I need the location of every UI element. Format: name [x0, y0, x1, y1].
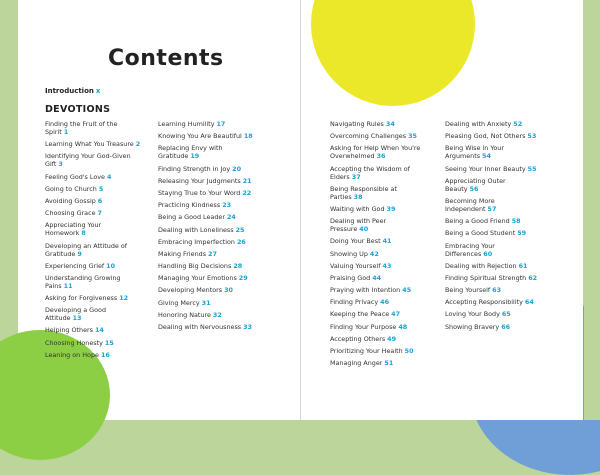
toc-entry-title: Honoring Nature — [158, 310, 211, 319]
toc-entry-title: Helping Others — [45, 326, 93, 335]
toc-entry-title: Being a Good Friend — [445, 217, 510, 226]
toc-entry-title: Experiencing Grief — [45, 261, 105, 270]
section-heading: DEVOTIONS — [45, 104, 111, 115]
toc-entry-page: 37 — [351, 172, 361, 181]
toc-entry-page: 35 — [408, 132, 417, 141]
toc-entry-page: 4 — [107, 172, 112, 181]
toc-entry-page: 50 — [404, 347, 414, 355]
toc-entry-title: Avoiding Gossip — [45, 196, 96, 205]
toc-entry-title: Practicing Kindness — [158, 201, 221, 210]
toc-entry[interactable] — [445, 217, 541, 225]
toc-entry-title: Accepting Responsibility — [445, 298, 523, 307]
toc-entry[interactable] — [45, 209, 141, 217]
toc-entry-title: Finding the Fruit of the Spirit — [45, 120, 118, 136]
toc-entry-title: Dealing with Rejection — [445, 261, 517, 270]
toc-entry-page: 16 — [100, 350, 110, 359]
toc-entry[interactable] — [330, 250, 426, 258]
toc-entry-title: Learning What You Treasure — [45, 140, 134, 149]
toc-entry-page: 34 — [385, 120, 395, 128]
toc-entry-page: 33 — [243, 323, 253, 331]
toc-entry[interactable] — [330, 185, 426, 201]
toc-entry[interactable] — [45, 221, 141, 237]
toc-entry-page: 44 — [372, 273, 382, 282]
toc-entry-title: Showing Bravery — [445, 322, 500, 331]
toc-entry[interactable] — [158, 226, 254, 234]
toc-entry-page: 24 — [226, 213, 236, 222]
toc-entry[interactable] — [445, 197, 541, 213]
toc-entry-title: Finding Strength in Joy — [158, 164, 231, 173]
toc-column-4 — [445, 120, 541, 335]
toc-entry-title: Being a Good Leader — [158, 213, 225, 222]
toc-entry[interactable] — [445, 120, 541, 128]
toc-entry-title: Appreciating Your Homework — [45, 221, 102, 238]
toc-entry-title: Being Responsible at Parties — [330, 184, 397, 201]
toc-entry-page: 49 — [387, 334, 397, 343]
toc-entry-page: 31 — [201, 298, 211, 307]
toc-entry[interactable] — [330, 165, 426, 181]
toc-entry[interactable] — [330, 310, 426, 318]
toc-column-3 — [330, 120, 426, 371]
toc-entry[interactable] — [45, 326, 141, 334]
toc-entry-page: 10 — [106, 261, 116, 270]
toc-entry[interactable] — [330, 144, 426, 160]
toc-entry[interactable] — [445, 165, 541, 173]
toc-entry[interactable] — [45, 306, 141, 322]
toc-entry-title: Dealing with Peer Pressure — [330, 217, 387, 234]
toc-entry[interactable] — [158, 299, 254, 307]
toc-entry[interactable] — [45, 120, 141, 136]
toc-entry-page: 65 — [501, 310, 511, 319]
toc-entry[interactable] — [158, 250, 254, 258]
toc-entry-page: 54 — [482, 152, 491, 161]
toc-entry-title: Developing a Good Attitude — [45, 306, 106, 323]
toc-entry-page: 56 — [469, 184, 479, 193]
introduction-label: Introduction — [45, 87, 94, 95]
introduction-entry[interactable] — [45, 87, 100, 95]
toc-entry-title: Pleasing God, Not Others — [445, 132, 526, 141]
toc-entry-title: Feeling God's Love — [45, 172, 105, 181]
toc-entry-title: Praying with Intention — [330, 286, 401, 295]
toc-entry-title: Going to Church — [45, 184, 97, 193]
toc-entry-page: 53 — [527, 132, 537, 141]
toc-entry[interactable] — [158, 132, 254, 140]
toc-entry-title: Learning Humility — [158, 120, 215, 128]
toc-entry[interactable] — [330, 359, 426, 367]
toc-entry-page: 48 — [398, 322, 408, 331]
toc-entry-title: Accepting Others — [330, 334, 386, 343]
toc-entry-page: 28 — [233, 262, 243, 271]
toc-entry-page: 18 — [243, 132, 253, 141]
toc-entry[interactable] — [330, 205, 426, 213]
toc-entry-page: 61 — [518, 261, 528, 270]
toc-entry-page: 63 — [492, 286, 502, 295]
toc-entry-page: 6 — [97, 196, 103, 205]
toc-entry-title: Being a Good Student — [445, 229, 516, 238]
toc-entry-title: Choosing Grace — [45, 209, 96, 218]
toc-entry-page: 47 — [391, 310, 401, 319]
toc-entry-title: Keeping the Peace — [330, 310, 390, 319]
toc-entry-page: 29 — [238, 274, 248, 283]
toc-entry-page: 21 — [242, 176, 252, 185]
toc-entry[interactable] — [158, 165, 254, 173]
toc-entry-page: 25 — [235, 225, 245, 234]
toc-entry-page: 3 — [58, 160, 63, 169]
toc-entry-title: Dealing with Loneliness — [158, 225, 234, 234]
toc-entry-title: Praising God — [330, 273, 371, 282]
toc-entry-page: 30 — [224, 286, 233, 295]
toc-entry-title: Doing Your Best — [330, 237, 381, 246]
page-title: Contents — [108, 46, 224, 71]
toc-entry[interactable] — [330, 335, 426, 343]
toc-entry[interactable] — [330, 262, 426, 270]
toc-entry[interactable] — [330, 323, 426, 331]
toc-entry-title: Dealing with Anxiety — [445, 120, 512, 128]
toc-entry-title: Finding Spiritual Strength — [445, 273, 527, 282]
toc-entry[interactable] — [45, 152, 141, 168]
toc-entry[interactable] — [330, 274, 426, 282]
toc-entry-page: 5 — [98, 184, 104, 193]
toc-entry-page: 11 — [63, 281, 73, 290]
toc-entry-title: Developing Mentors — [158, 286, 223, 295]
toc-entry-page: 15 — [104, 338, 114, 347]
toc-entry-title: Finding Privacy — [330, 298, 379, 307]
toc-entry-page: 2 — [135, 140, 141, 149]
toc-entry[interactable] — [45, 173, 141, 181]
toc-entry-page: 17 — [216, 120, 226, 128]
toc-entry[interactable] — [158, 201, 254, 209]
toc-entry-page: 64 — [524, 298, 534, 307]
toc-entry-page: 66 — [501, 322, 511, 331]
toc-entry-title: Making Friends — [158, 249, 207, 258]
toc-entry-page: 14 — [94, 326, 104, 335]
toc-entry-title: Embracing Your Differences — [445, 241, 495, 258]
toc-entry-title: Waiting with God — [330, 204, 385, 213]
toc-entry[interactable] — [158, 238, 254, 246]
toc-entry[interactable] — [45, 262, 141, 270]
toc-entry[interactable] — [45, 274, 141, 290]
toc-entry-title: Appreciating Outer Beauty — [445, 176, 506, 193]
toc-entry[interactable] — [445, 286, 541, 294]
toc-entry-title: Navigating Rules — [330, 120, 384, 128]
toc-column-2 — [158, 120, 254, 335]
toc-entry-title: Being Yourself — [445, 286, 491, 295]
toc-entry-page: 46 — [380, 298, 390, 307]
toc-entry-title: Managing Your Emotions — [158, 274, 237, 283]
toc-entry-page: 51 — [384, 359, 394, 368]
toc-entry[interactable] — [158, 213, 254, 221]
toc-entry-page: 62 — [528, 273, 538, 282]
toc-entry-page: 58 — [511, 217, 521, 226]
toc-entry-page: 23 — [222, 201, 232, 210]
toc-entry-title: Showing Up — [330, 249, 368, 258]
toc-entry-page: 26 — [236, 237, 246, 246]
toc-entry-title: Being Wise in Your Arguments — [445, 144, 504, 161]
toc-entry[interactable] — [45, 339, 141, 347]
toc-entry[interactable] — [445, 310, 541, 318]
toc-entry-page: 13 — [72, 314, 82, 323]
toc-entry-page: 7 — [97, 209, 102, 218]
toc-column-1 — [45, 120, 141, 363]
right-margin — [584, 0, 600, 420]
toc-entry-page: 1 — [63, 128, 69, 136]
toc-entry-title: Becoming More Independent — [445, 196, 495, 213]
toc-entry-title: Embracing Imperfection — [158, 237, 235, 246]
toc-entry-title: Handling Big Decisions — [158, 262, 232, 271]
toc-entry[interactable] — [330, 132, 426, 140]
toc-entry-title: Dealing with Nervousness — [158, 323, 242, 331]
toc-entry-page: 39 — [386, 204, 396, 213]
toc-entry-page: 41 — [382, 237, 392, 246]
toc-entry[interactable] — [445, 177, 541, 193]
toc-entry-page: 36 — [376, 152, 386, 161]
toc-entry-title: Giving Mercy — [158, 298, 200, 307]
toc-entry-page: 42 — [369, 249, 379, 258]
toc-entry[interactable] — [158, 144, 254, 160]
toc-entry-page: 52 — [513, 120, 523, 128]
toc-entry[interactable] — [158, 120, 254, 128]
toc-entry[interactable] — [158, 189, 254, 197]
toc-entry[interactable] — [445, 242, 541, 258]
toc-entry[interactable] — [158, 323, 254, 331]
toc-entry[interactable] — [45, 197, 141, 205]
toc-entry[interactable] — [330, 286, 426, 294]
toc-entry-page: 9 — [77, 249, 82, 258]
toc-entry-page: 12 — [119, 294, 129, 303]
toc-entry-page: 43 — [382, 261, 392, 270]
toc-entry[interactable] — [45, 242, 141, 258]
toc-entry[interactable] — [330, 298, 426, 306]
toc-entry[interactable] — [45, 294, 141, 302]
toc-entry-title: Loving Your Body — [445, 310, 500, 319]
toc-entry[interactable] — [445, 323, 541, 331]
toc-entry-page: 32 — [212, 310, 222, 319]
toc-entry-page: 55 — [527, 164, 537, 173]
toc-entry[interactable] — [445, 132, 541, 140]
toc-entry-title: Replacing Envy with Gratitude — [158, 144, 223, 161]
toc-entry-title: Developing an Attitude of Gratitude — [45, 241, 128, 258]
book-spine — [300, 0, 301, 420]
toc-entry[interactable] — [158, 311, 254, 319]
toc-entry-title: Seeing Your Inner Beauty — [445, 164, 526, 173]
toc-entry-title: Identifying Your God-Given Gift — [45, 152, 131, 169]
toc-entry-title: Asking for Forgiveness — [45, 294, 118, 303]
toc-entry[interactable] — [445, 298, 541, 306]
toc-entry-title: Managing Anger — [330, 359, 383, 368]
toc-entry-title: Overcoming Challenges — [330, 132, 407, 141]
toc-entry-title: Releasing Your Judgments — [158, 176, 241, 185]
toc-entry-title: Accepting the Wisdom of Elders — [330, 164, 410, 181]
toc-entry-title: Knowing You Are Beautiful — [158, 132, 242, 141]
toc-entry[interactable] — [445, 274, 541, 282]
toc-entry-page: 60 — [483, 249, 493, 258]
toc-entry-title: Valuing Yourself — [330, 261, 381, 270]
toc-entry-title: Prioritizing Your Health — [330, 347, 403, 355]
toc-entry-page: 8 — [81, 229, 86, 238]
toc-entry-title: Finding Your Purpose — [330, 322, 397, 331]
toc-entry[interactable] — [445, 144, 541, 160]
toc-entry[interactable] — [45, 185, 141, 193]
toc-entry[interactable] — [330, 120, 426, 128]
toc-entry-page: 45 — [402, 286, 412, 295]
toc-entry-page: 19 — [190, 152, 200, 161]
toc-entry[interactable] — [158, 274, 254, 282]
toc-entry-page: 59 — [517, 229, 527, 238]
toc-entry[interactable] — [330, 237, 426, 245]
toc-entry-title: Choosing Honesty — [45, 338, 103, 347]
toc-entry-title: Staying True to Your Word — [158, 188, 241, 197]
toc-entry[interactable] — [330, 347, 426, 355]
toc-entry[interactable] — [158, 286, 254, 294]
toc-entry-page: 38 — [353, 192, 363, 201]
toc-entry[interactable] — [45, 140, 141, 148]
toc-entry-title: Asking for Help When You're Overwhelmed — [330, 144, 421, 161]
toc-entry[interactable] — [158, 177, 254, 185]
toc-entry-page: 27 — [208, 249, 217, 258]
toc-entry-page: 57 — [487, 204, 497, 213]
toc-entry[interactable] — [158, 262, 254, 270]
toc-entry[interactable] — [445, 229, 541, 237]
introduction-page: x — [95, 87, 101, 95]
toc-entry-title: Leaning on Hope — [45, 350, 99, 359]
toc-entry-page: 40 — [359, 225, 369, 234]
toc-entry[interactable] — [330, 217, 426, 233]
toc-entry-title: Understanding Growing Pains — [45, 273, 121, 290]
toc-entry[interactable] — [45, 351, 141, 359]
toc-entry[interactable] — [445, 262, 541, 270]
toc-entry-page: 20 — [232, 164, 242, 173]
toc-entry-page: 22 — [242, 188, 252, 197]
